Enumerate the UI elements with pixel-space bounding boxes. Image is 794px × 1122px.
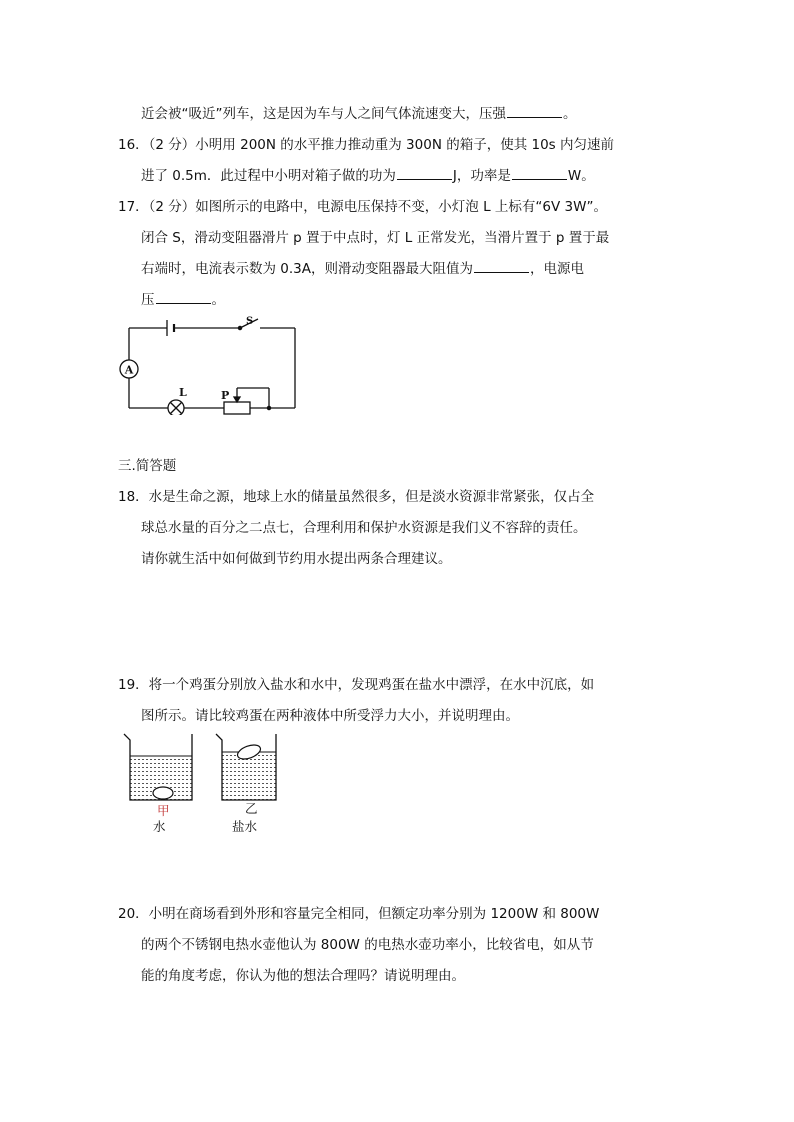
q18-text-3: 请你就生活中如何做到节约用水提出两条合理建议。 xyxy=(141,551,452,567)
q20-line-3 xyxy=(141,967,465,985)
q20-line-2 xyxy=(141,936,594,954)
q18-text-2: 球总水量的百分之二点七，合理利用和保护水资源是我们义不容辞的责任。 xyxy=(141,520,587,536)
beaker-salt-water xyxy=(216,734,276,800)
q15-end: 。 xyxy=(563,106,577,122)
q17-line-1 xyxy=(118,198,607,216)
q19-line-1 xyxy=(118,676,594,694)
q16-work-blank[interactable] xyxy=(397,167,452,180)
q16-line-1 xyxy=(118,136,614,154)
slider-label: P xyxy=(221,389,230,402)
q16-power-blank[interactable] xyxy=(512,167,567,180)
caption-water: 水 xyxy=(153,819,166,834)
q17-line-4 xyxy=(141,291,225,309)
q16-line-2 xyxy=(141,167,595,185)
q19-text-2: 图所示。请比较鸡蛋在两种液体中所受浮力大小，并说明理由。 xyxy=(141,708,519,724)
ammeter-label: A xyxy=(124,363,134,377)
q15-text: 近会被“吸近”列车，这是因为车与人之间气体流速变大，压强 xyxy=(141,106,506,122)
q18-line-1 xyxy=(118,488,594,506)
switch-label: S xyxy=(246,316,254,327)
label-yi: 乙 xyxy=(245,801,258,816)
q17-line-2 xyxy=(141,229,609,247)
q17-text-1: 17．（2 分）如图所示的电路中，电源电压保持不变，小灯泡 L 上标有“6V 3W”。 xyxy=(118,199,607,215)
q17-text-4b: 。 xyxy=(211,292,225,308)
caption-salt-water: 盐水 xyxy=(232,819,258,834)
q20-text-2: 的两个不锈钢电热水壶他认为 800W 的电热水壶功率小，比较省电，如从节 xyxy=(141,937,594,953)
q18-line-2 xyxy=(141,519,587,537)
q19-text-1: 19．将一个鸡蛋分别放入盐水和水中，发现鸡蛋在盐水中漂浮，在水中沉底，如 xyxy=(118,677,595,693)
q17-text-3a: 右端时，电流表示数为 0.3A，则滑动变阻器最大阻值为 xyxy=(141,261,473,277)
beaker-water xyxy=(124,734,192,800)
label-jia: 甲 xyxy=(157,803,170,818)
switch-pivot xyxy=(238,326,241,329)
q16-text-2c: W。 xyxy=(567,168,595,184)
egg-sunk xyxy=(153,787,173,799)
junction-dot xyxy=(267,406,270,409)
q16-text-2b: J，功率是 xyxy=(452,168,511,184)
q17-text-2: 闭合 S，滑动变阻器滑片 p 置于中点时，灯 L 正常发光，当滑片置于 p 置于最 xyxy=(141,230,610,246)
slider-arrow xyxy=(234,397,240,402)
lamp-label: L xyxy=(179,386,187,399)
beakers-figure xyxy=(118,730,293,815)
q17-text-4a: 压 xyxy=(141,292,155,308)
q17-line-3 xyxy=(141,260,584,278)
rheostat-body xyxy=(224,402,250,414)
q20-text-1: 20．小明在商场看到外形和容量完全相同，但额定功率分别为 1200W 和 800W xyxy=(118,906,600,922)
section-3-heading-text: 三.简答题 xyxy=(118,458,177,474)
circuit-diagram xyxy=(112,315,302,415)
q20-text-3: 能的角度考虑，你认为他的想法合理吗？请说明理由。 xyxy=(141,968,465,984)
q17-voltage-blank[interactable] xyxy=(156,291,211,304)
q17-text-3b: ，电源电 xyxy=(530,261,584,277)
q19-line-2 xyxy=(141,707,519,725)
q18-line-3 xyxy=(141,550,452,568)
q16-text-2a: 进了 0.5m．此过程中小明对箱子做的功为 xyxy=(141,168,396,184)
section-3-heading xyxy=(118,457,176,475)
q17-resistance-blank[interactable] xyxy=(474,260,529,273)
q15-line-1 xyxy=(141,105,577,123)
q18-text-1: 18．水是生命之源，地球上水的储量虽然很多，但是淡水资源非常紧张，仅占全 xyxy=(118,489,595,505)
q16-text-1: 16．（2 分）小明用 200N 的水平推力推动重为 300N 的箱子，使其 10s 内匀速前 xyxy=(118,137,614,153)
q15-answer-blank[interactable] xyxy=(507,105,562,118)
q20-line-1 xyxy=(118,905,599,923)
